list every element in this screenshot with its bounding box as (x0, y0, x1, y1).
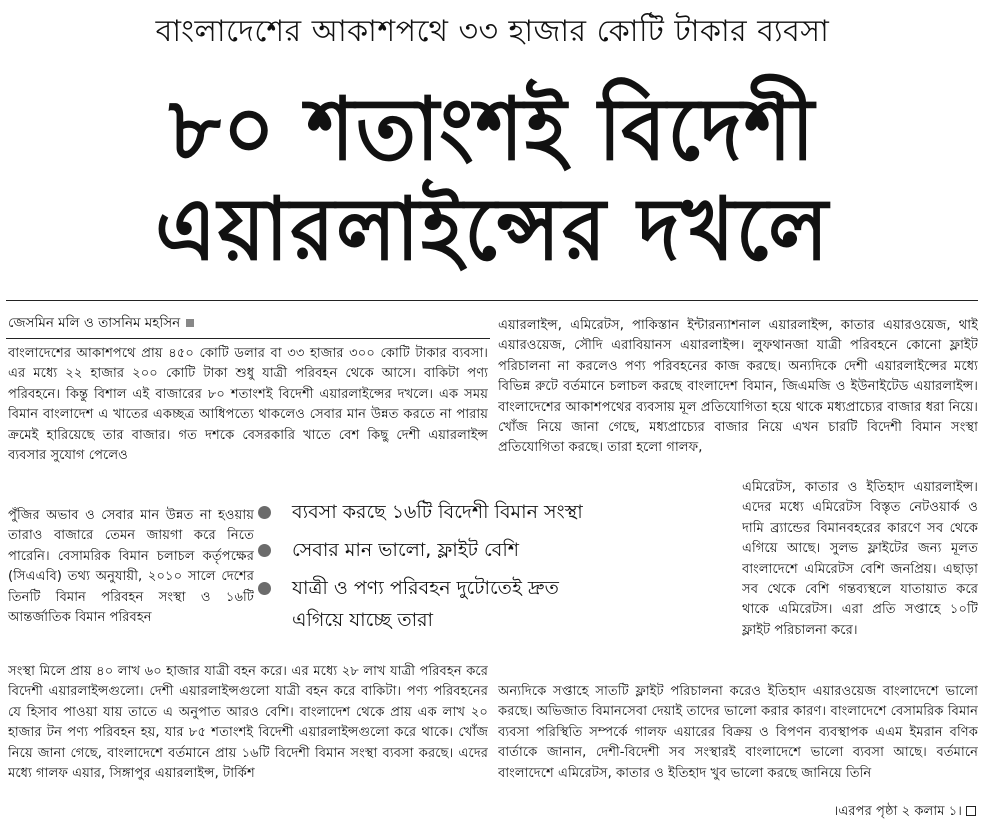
top-rule (6, 300, 978, 301)
headline-line-2: এয়ারলাইন্সের দখলে (155, 179, 830, 280)
highlight-text: সেবার মান ভালো, ফ্লাইট বেশি (292, 539, 520, 561)
bullet-icon (258, 582, 271, 595)
right-column-bottom (498, 682, 978, 802)
byline (8, 312, 488, 334)
left-column-top (8, 344, 488, 506)
left-column-bottom (8, 662, 488, 822)
right-column-narrow (742, 478, 978, 682)
highlights-box (256, 496, 686, 636)
body-paragraph: অন্যদিকে সপ্তাহে সাতটি ফ্লাইট পরিচালনা করেও ইতিহাদ এয়ারওয়েজ বাংলাদেশে ভালো করছে। অভিজাত বিমানসেবা দেয়াই তাদের ভালো করার কারণ। বাংলাদেশে বেসামরিক বিমান ব্যবসা পরিস্থিতি সম্পর্কে গালফ এয়ারের বিক্রয় ও বিপণন ব্যবস্থাপক এএম ইমরান বণিক বার্তাকে জানান, দেশী-বিদেশী সব সংস্থারই বাংলাদেশে ভালো ব্যবসা আছে। বর্তমানে বাংলাদেশে এমিরেটস, কাতার ও ইতিহাদ খুব ভালো করছে জানিয়ে তিনি (498, 684, 978, 781)
body-paragraph: বাংলাদেশের আকাশপথে প্রায় ৪৫০ কোটি ডলার বা ৩৩ হাজার ৩০০ কোটি টাকার ব্যবসা। এর মধ্যে ২২ হাজার ২০০ কোটি টাকা শুধু যাত্রী পরিবহন থেকে আসে। বাকিটা পণ্য পরিবহনে। কিন্তু বিশাল এই বাজারের ৮০ শতাংশই বিদেশী এয়ারলাইন্সের দখলে। এক সময় বিমান বাংলাদেশ এ খাতের একচ্ছত্র আধিপত্যে থাকলেও সেবার মান উন্নত করতে না পারায় ক্রমেই হারিয়েছে তার বাজার। গত দশকে বেসরকারি খাতে বেশ কিছু দেশী এয়ারলাইন্স ব্যবসার সুযোগ পেলেও (8, 346, 488, 464)
highlight-text: যাত্রী ও পণ্য পরিবহন দুটোতেই দ্রুত (292, 577, 559, 599)
kicker: বাংলাদেশের আকাশপথে ৩৩ হাজার কোটি টাকার ব্যবসা (155, 14, 830, 49)
body-paragraph: এয়ারলাইন্স, এমিরেটস, পাকিস্তান ইন্টারন্যাশনাল এয়ারলাইন্স, কাতার এয়ারওয়েজ, থাই এয়ারওয়েজ, সৌদি এরাবিয়ানস এয়ারলাইন্স। লুফথানজা যাত্রী পরিবহনে কোনো ফ্লাইট পরিচালনা না করলেও পণ্য পরিবহনের কাজ করছে। অন্যদিকে দেশী এয়ারলাইন্সের মধ্যে বিভিন্ন রুটে বর্তমানে চলাচল করছে বাংলাদেশ বিমান, জিএমজি ও ইউনাইটেড এয়ারলাইন্স। বাংলাদেশের আকাশপথের ব্যবসায় মূল প্রতিযোগিতা হয়ে থাকে মধ্যপ্রাচ্যের বাজার ধরা নিয়ে। খোঁজ নিয়ে জানা গেছে, মধ্যপ্রাচ্যের বাজার নিয়ে এখন চারটি বিদেশী বিমান সংস্থা প্রতিযোগিতা করছে। তারা হলো গালফ, (498, 318, 978, 456)
byline-square-icon (186, 319, 194, 327)
right-column-top (498, 316, 978, 478)
byline-text: জেসমিন মলি ও তাসনিম মহসিন (8, 315, 181, 331)
headline-line-1: ৮০ শতাংশই বিদেশী (168, 79, 817, 180)
highlight-continuation: এগিয়ে যাচ্ছে তারা (292, 609, 434, 631)
highlight-item (256, 572, 686, 604)
highlight-text: ব্যবসা করছে ১৬টি বিদেশী বিমান সংস্থা (292, 501, 583, 523)
continued-note (776, 802, 976, 824)
highlight-item (256, 534, 686, 566)
bullet-icon (258, 544, 271, 557)
body-paragraph: এমিরেটস, কাতার ও ইতিহাদ এয়ারলাইন্স। এদের মধ্যে এমিরেটস বিস্তৃত নেটওয়ার্ক ও দামি ব্র্যান্ডের বিমানবহরের কারণে সব থেকে এগিয়ে আছে। সুলভ ফ্লাইটের জন্য মূলত বাংলাদেশে এমিরেটস বেশি জনপ্রিয়। এছাড়া সব থেকে বেশি গন্তব্যস্থলে যাতায়াত করে থাকে এমিরেটস। এরা প্রতি সপ্তাহে ১০টি ফ্লাইট পরিচালনা করে। (742, 480, 978, 638)
continued-text: ।এরপর পৃষ্ঠা ২ কলাম ১। (833, 804, 962, 819)
highlight-item (256, 496, 686, 528)
end-box-icon (966, 806, 976, 816)
left-column-narrow (8, 506, 254, 662)
byline-rule (6, 338, 490, 339)
body-paragraph: সংস্থা মিলে প্রায় ৪০ লাখ ৬০ হাজার যাত্রী বহন করে। এর মধ্যে ২৮ লাখ যাত্রী পরিবহন করে বিদেশী এয়ারলাইন্সগুলো। দেশী এয়ারলাইন্সগুলো যাত্রী বহন করে বাকিটা। পণ্য পরিবহনের যে হিসাব পাওয়া যায় তাতে এ অনুপাত আরও বেশি। বাংলাদেশ থেকে প্রায় এক লাখ ২০ হাজার টন পণ্য পরিবহন হয়, যার ৮৫ শতাংশই বিদেশী এয়ারলাইন্সগুলো করে থাকে। খোঁজ নিয়ে জানা গেছে, বাংলাদেশে বর্তমানে প্রায় ১৬টি বিদেশী বিমান সংস্থা ব্যবসা করছে। এদের মধ্যে গালফ এয়ার, সিঙ্গাপুর এয়ারলাইন্স, টার্কিশ (8, 664, 488, 782)
body-paragraph: পুঁজির অভাব ও সেবার মান উন্নত না হওয়ায় তারাও বাজারে তেমন জায়গা করে নিতে পারেনি। বেসামরিক বিমান চলাচল কর্তৃপক্ষের (সিএএবি) তথ্য অনুযায়ী, ২০১০ সালে দেশের তিনটি বিমান পরিবহন সংস্থা ও ১৬টি আন্তর্জাতিক বিমান পরিবহন (8, 508, 254, 626)
bullet-icon (258, 506, 271, 519)
